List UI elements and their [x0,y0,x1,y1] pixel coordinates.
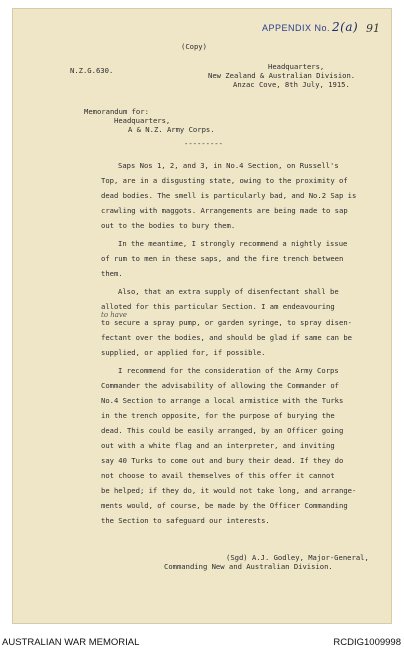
body-line: In the meantime, I strongly recommend a nightly issue [118,239,348,248]
body-line: Commander the advisability of allowing the Commander of [101,381,339,390]
body-line: alloted for this particular Section. I am endeavouring [101,302,335,311]
sender-line-1: Headquarters, [268,62,325,71]
body-line: the Section to safeguard our interests. [101,516,270,525]
reference-number: N.Z.G.630. [70,66,114,75]
signature-line-1: (Sgd) A.J. Godley, Major-General, [226,553,369,562]
body-line: out to the bodies to bury them. [101,221,236,230]
appendix-number: 2(a) [332,20,359,34]
appendix-label: APPENDIX No. [262,23,331,33]
footer-record-id: RCDIG1009998 [333,637,401,648]
page-number: 91 [366,22,380,35]
body-line: crawling with maggots. Arrangements are being made to sap [101,206,348,215]
sender-line-2: New Zealand & Australian Division. [208,71,356,80]
memo-rule: --------- [184,139,223,148]
body-line: ments would, of course, be made by the Officer Commanding [101,501,348,510]
body-line: out with a white flag and an interpreter, and inviting [101,441,335,450]
copy-label: (Copy) [181,42,207,51]
appendix-stamp [262,20,358,34]
memo-line-3: A & N.Z. Army Corps. [128,125,215,134]
body-line: Saps Nos 1, 2, and 3, in No.4 Section, on Russell's [118,161,339,170]
document-page [12,8,392,624]
memo-line-2: Headquarters, [114,116,171,125]
body-line: dead bodies. The smell is particularly bad, and No.2 Sap is [101,191,357,200]
body-line: Also, that an extra supply of disenfectant shall be [118,287,339,296]
footer-institution: AUSTRALIAN WAR MEMORIAL [2,637,140,648]
body-line: them. [101,269,123,278]
handwritten-note: to have [101,311,128,319]
body-line: of rum to men in these saps, and the fire trench between [101,254,344,263]
memo-line-1: Memorandum for: [84,107,149,116]
body-line: I recommend for the consideration of the Army Corps [118,366,339,375]
body-line: not choose to avail themselves of this offer it cannot [101,471,335,480]
body-line: be helped; if they do, it would not take long, and arrange- [101,486,357,495]
body-line: supplied, or applied for, if possible. [101,348,266,357]
body-line: Top, are in a disgusting state, owing to the proximity of [101,176,348,185]
body-line: No.4 Section to arrange a local armistice with the Turks [101,396,344,405]
body-line: to secure a spray pump, or garden syringe, to spray disen- [101,318,352,327]
body-line: fectant over the bodies, and should be glad if same can be [101,333,352,342]
body-line: dead. This could be easily arranged, by an Officer going [101,426,344,435]
signature-line-2: Commanding New and Australian Division. [164,562,333,571]
body-line: in the trench opposite, for the purpose of burying the [101,411,335,420]
sender-line-3: Anzac Cove, 8th July, 1915. [233,80,350,89]
body-line: say 40 Turks to come out and bury their dead. If they do [101,456,344,465]
